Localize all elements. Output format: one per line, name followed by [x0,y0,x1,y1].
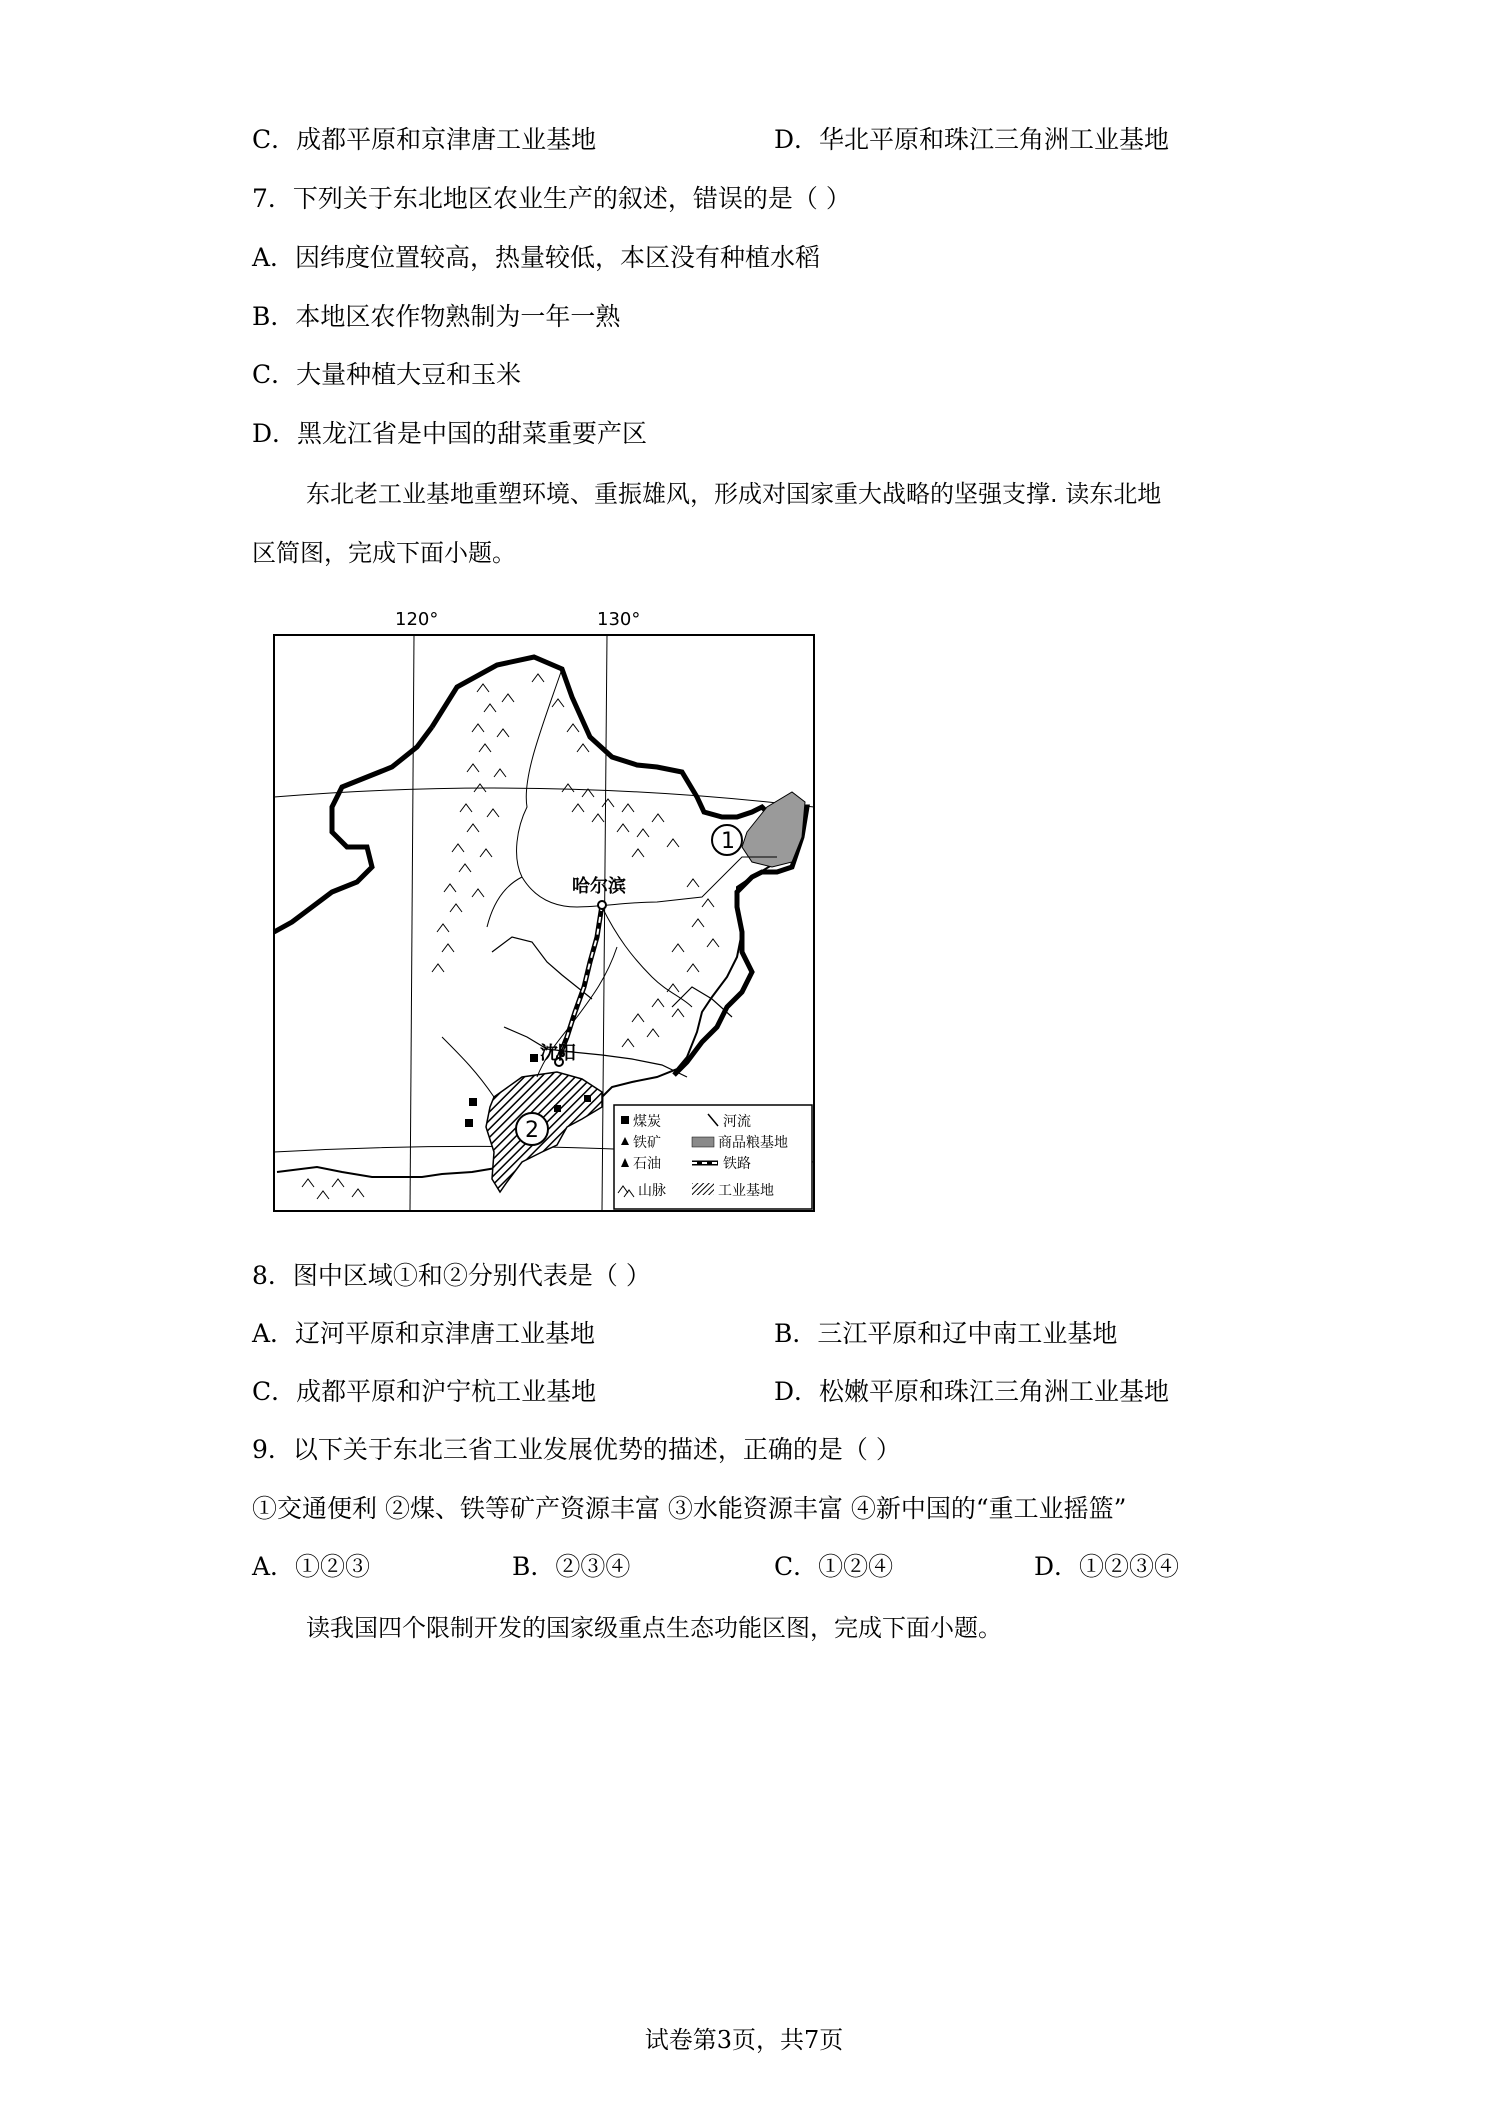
region-2-label: 2 [525,1118,539,1143]
q9-option-c: C．①②④ [774,1552,894,1581]
legend-railway: 铁路 [723,1156,751,1172]
intro1-line2: 区简图，完成下面小题。 [252,539,516,567]
map-legend [614,1105,812,1209]
q7-option-a: A．因纬度位置较高，热量较低，本区没有种植水稻 [252,243,821,272]
lon-label-130: 130° [597,609,641,630]
northeast-china-map [272,607,817,1217]
q8-option-c: C．成都平原和沪宁杭工业基地 [252,1377,597,1406]
legend-grain-base-icon [692,1137,714,1147]
intro2: 读我国四个限制开发的国家级重点生态功能区图，完成下面小题。 [306,1614,1002,1642]
intro1-line1: 东北老工业基地重塑环境、重振雄风，形成对国家重大战略的坚强支撑. 读东北地 [306,480,1162,508]
legend-industrial-base-icon [692,1183,714,1195]
q9-stem: 9．以下关于东北三省工业发展优势的描述，正确的是（ ） [252,1435,901,1464]
legend-industrial-base: 工业基地 [718,1183,774,1199]
q9-option-a: A．①②③ [252,1552,371,1581]
q8-stem: 8．图中区域①和②分别代表是（ ） [252,1261,651,1290]
q9-option-b: B．②③④ [512,1552,631,1581]
legend-coal-icon [621,1116,629,1124]
q8-option-d: D．松嫩平原和珠江三角洲工业基地 [774,1377,1170,1406]
legend-coal: 煤炭 [633,1114,661,1130]
q7-option-d: D．黑龙江省是中国的甜菜重要产区 [252,419,648,448]
page-footer: 试卷第3页，共7页 [644,2026,844,2054]
q8-option-b: B．三江平原和辽中南工业基地 [774,1319,1118,1348]
legend-iron: 铁矿 [633,1135,661,1151]
railway-harbin-shenyang [557,905,602,1062]
q6-option-c: C．成都平原和京津唐工业基地 [252,125,597,154]
q7-option-c: C．大量种植大豆和玉米 [252,360,522,389]
q8-option-a: A．辽河平原和京津唐工业基地 [252,1319,596,1348]
national-border-west [274,727,432,932]
legend-oil: 石油 [633,1156,661,1172]
legend-mountain: 山脉 [638,1183,666,1199]
legend-river: 河流 [723,1114,751,1130]
q9-statements: ①交通便利 ②煤、铁等矿产资源丰富 ③水能资源丰富 ④新中国的“重工业摇篮” [252,1494,1127,1523]
city-label-harbin: 哈尔滨 [572,876,626,897]
harbin-dot [598,901,606,909]
national-border-north [432,657,777,822]
legend-grain-base: 商品粮基地 [718,1135,788,1151]
q7-stem: 7．下列关于东北地区农业生产的叙述，错误的是（ ） [252,184,851,213]
q7-option-b: B．本地区农作物熟制为一年一熟 [252,302,621,331]
q6-option-d: D．华北平原和珠江三角洲工业基地 [774,125,1170,154]
q9-option-d: D．①②③④ [1034,1552,1180,1581]
province-boundaries [492,937,732,1077]
city-label-shenyang: 沈阳 [540,1043,576,1064]
lon-label-120: 120° [395,609,439,630]
region-1-label: 1 [721,829,735,854]
